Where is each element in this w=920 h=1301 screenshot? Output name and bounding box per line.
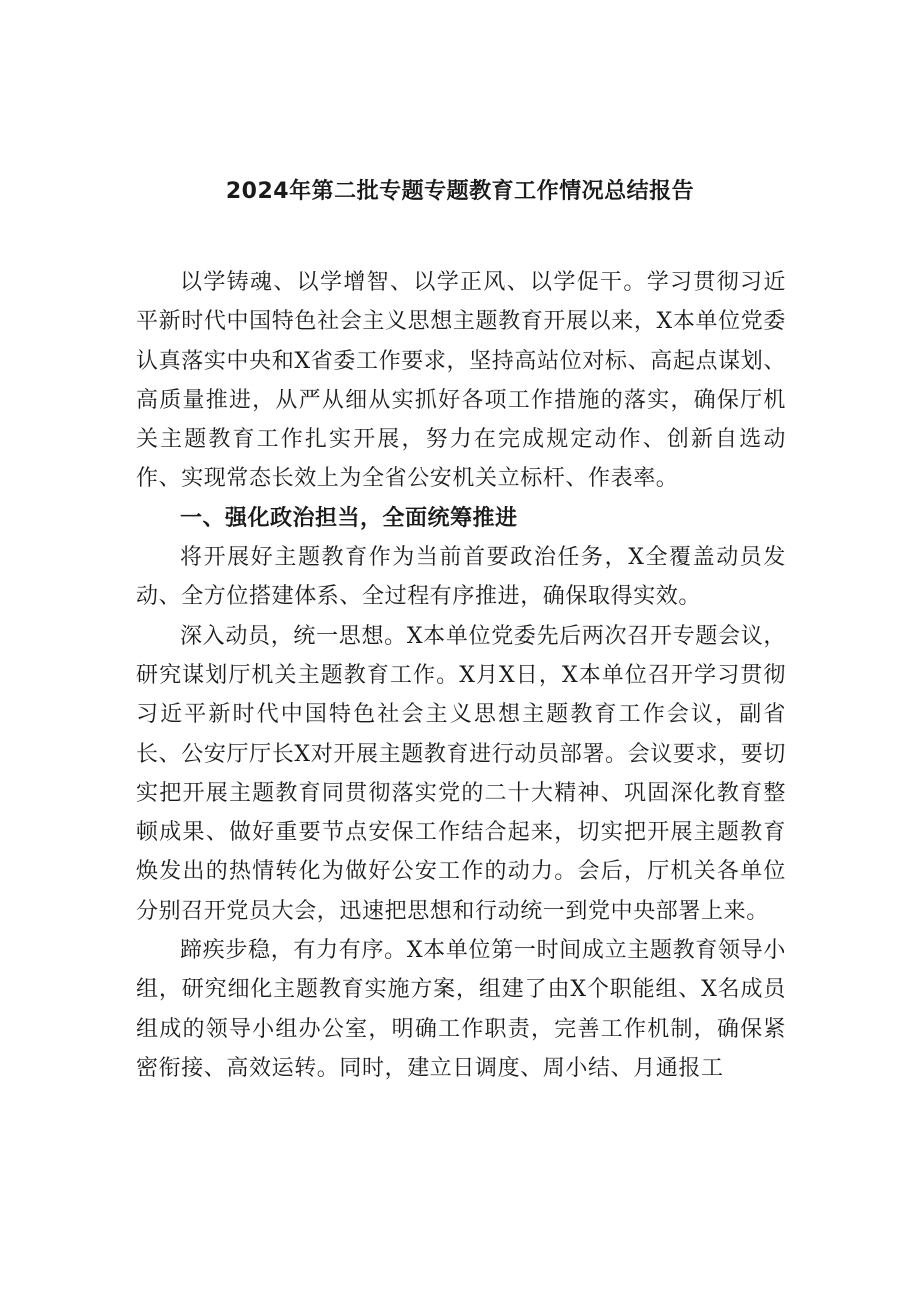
document-title: 2024年第二批专题专题教育工作情况总结报告 [225, 179, 695, 204]
section-paragraph-1: 将开展好主题教育作为当前首要政治任务，X全覆盖动员发动、全方位搭建体系、全过程有序推进，确保取得实效。 [136, 545, 786, 610]
section-paragraph-2: 深入动员，统一思想。X本单位党委先后两次召开专题会议，研究谋划厅机关主题教育工作。X月X日，X本单位召开学习贯彻习近平新时代中国特色社会主义思想主题教育工作会议，副省长、公安厅厅长X对开展主题教育进行动员部署。会议要求，要切实把开展主题教育同贯彻落实党的二十大精神、巩固深化教育整顿成果、做好重要节点安保工作结合起来，切实把开展主题教育焕发出的热情转化为做好公安工作的动力。会后，厅机关各单位分别召开党员大会，迅速把思想和行动统一到党中央部署上来。 [136, 623, 786, 924]
document-body [136, 263, 786, 1088]
intro-paragraph: 以学铸魂、以学增智、以学正风、以学促干。学习贯彻习近平新时代中国特色社会主义思想主题教育开展以来，X本单位党委认真落实中央和X省委工作要求，坚持高站位对标、高起点谋划、高质量推进，从严从细从实抓好各项工作措施的落实，确保厅机关主题教育工作扎实开展，努力在完成规定动作、创新自选动作、实现常态长效上为全省公安机关立标杆、作表率。 [136, 270, 786, 492]
section-paragraph-3: 蹄疾步稳，有力有序。X本单位第一时间成立主题教育领导小组，研究细化主题教育实施方案，组建了由X个职能组、X名成员组成的领导小组办公室，明确工作职责，完善工作机制，确保紧密衔接、高效运转。同时，建立日调度、周小结、月通报工 [136, 938, 786, 1081]
section-heading: 一、强化政治担当，全面统筹推进 [180, 505, 518, 531]
